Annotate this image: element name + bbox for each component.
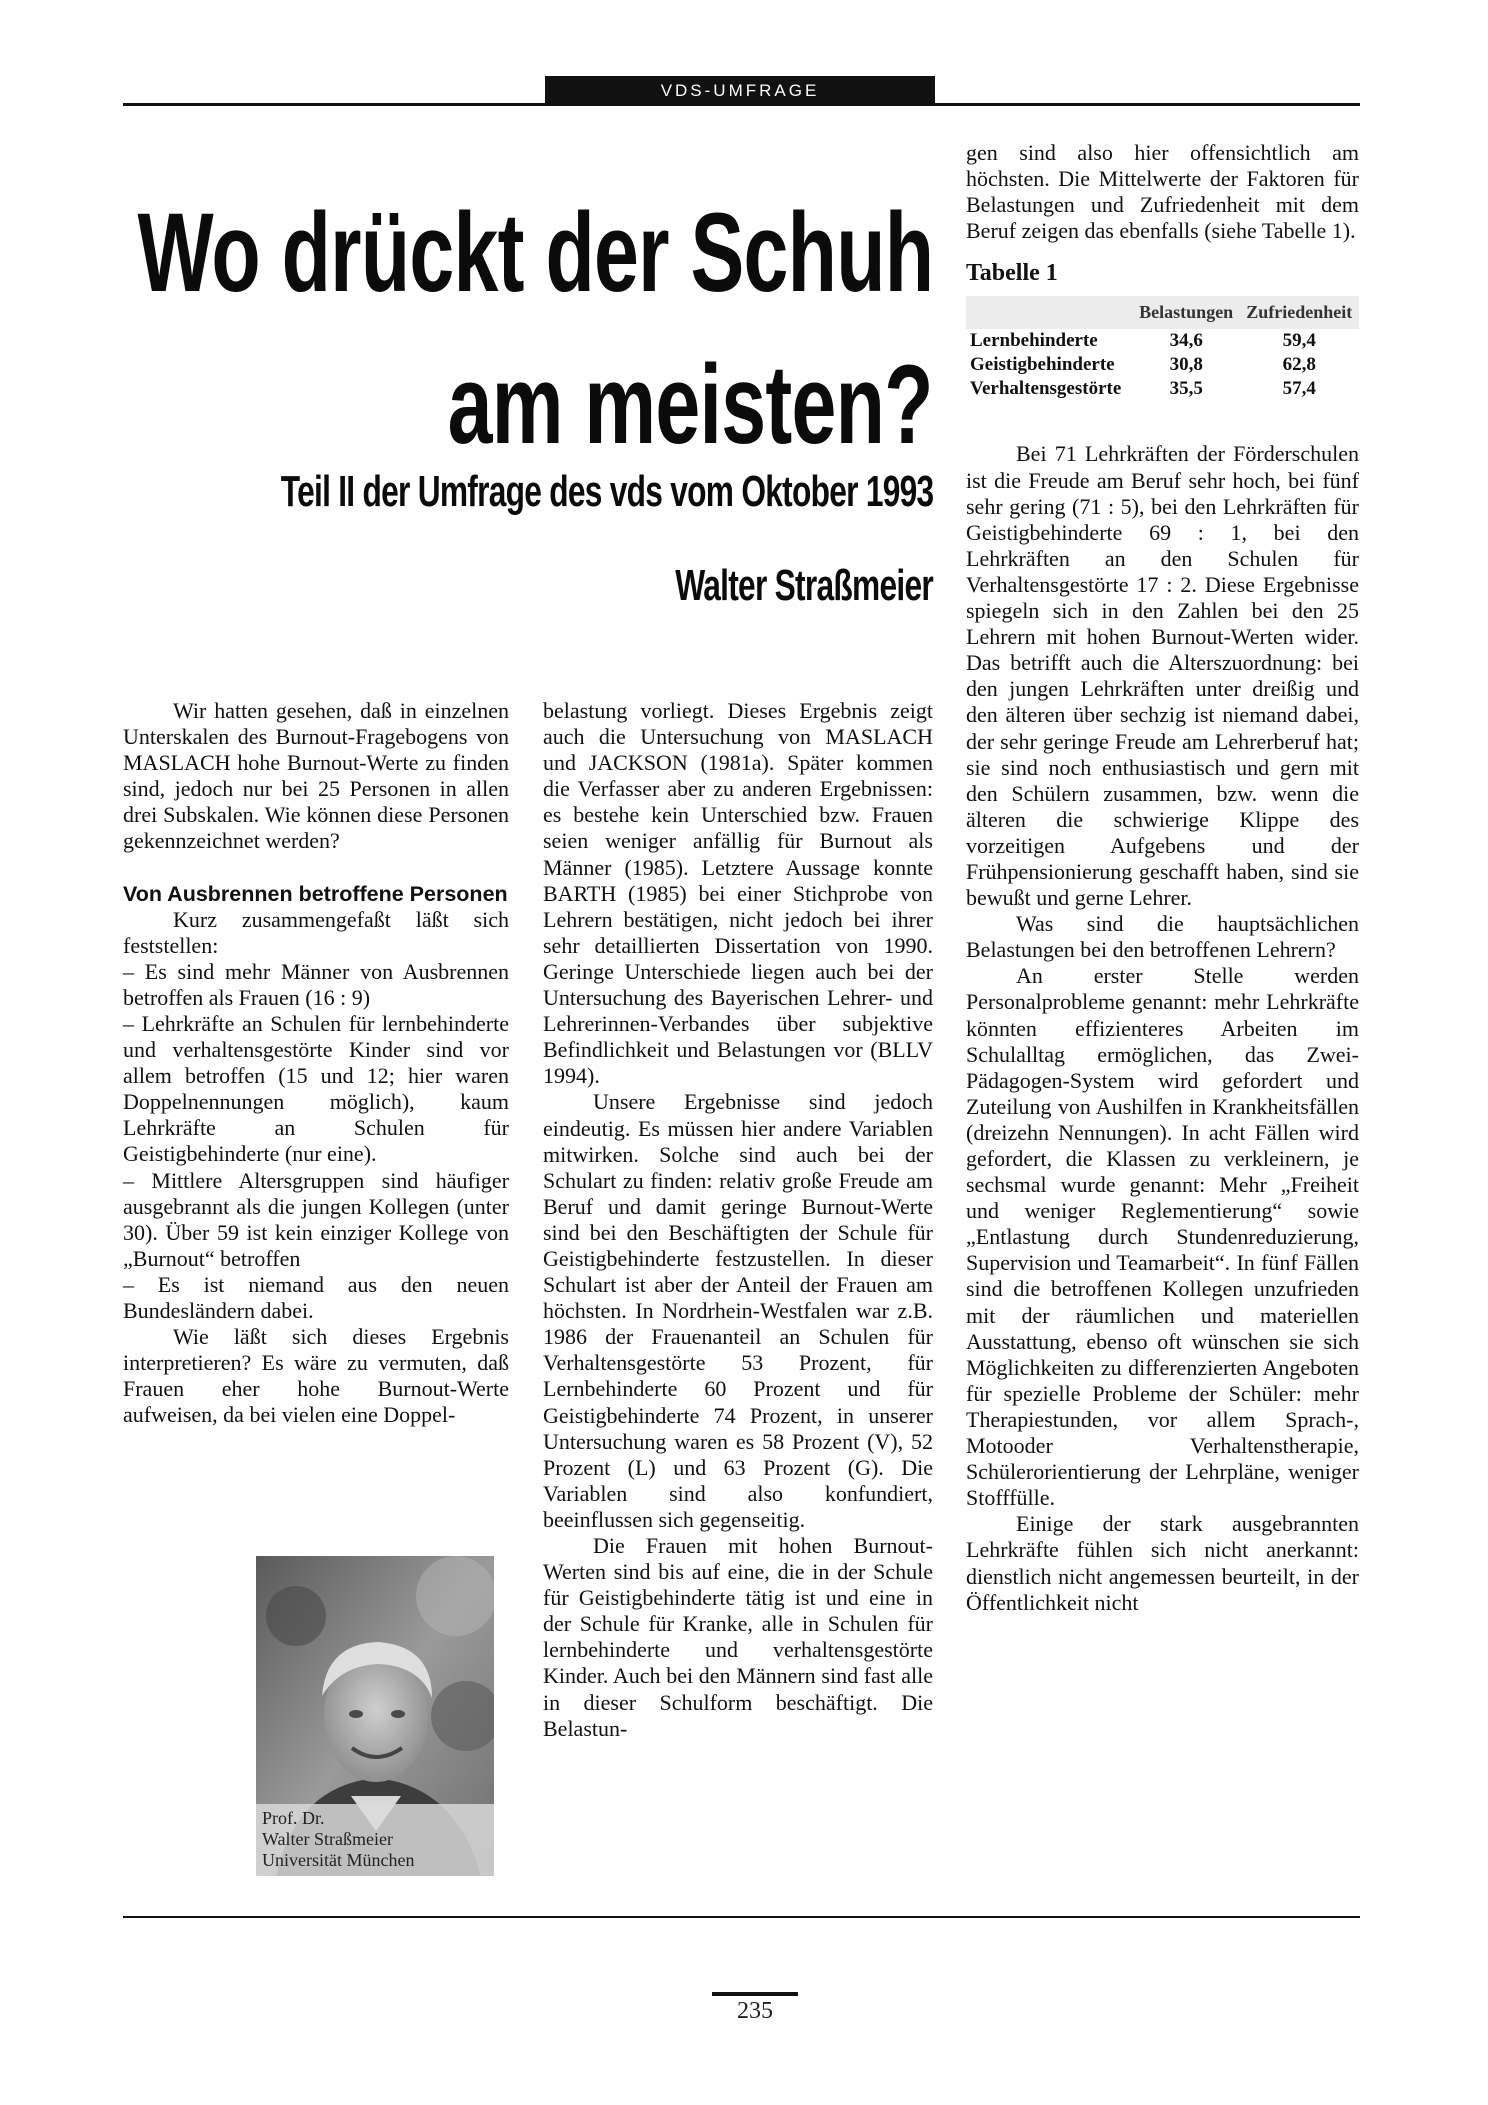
paragraph: Einige der stark ausgebrannten Lehrkräfte fühlen sich nicht anerkannt: dienstlich nicht angemessen beurteilt, in der Öffentlichkeit nicht — [966, 1511, 1359, 1615]
paragraph: Was sind die hauptsächlichen Belastungen bei den betroffenen Lehrern? — [966, 911, 1359, 963]
subtitle: Teil II der Umfrage des vds vom Oktober 1993 — [280, 467, 933, 516]
author-photo — [256, 1556, 494, 1876]
list-item: – Es ist niemand aus den neuen Bundesländern dabei. — [123, 1271, 509, 1323]
intro-paragraph: Wir hatten gesehen, daß in einzelnen Unterskalen des Burnout-Fragebogens von MASLACH hohe Burnout-Werte zu finden sind, jedoch nur bei 25 Personen in allen drei Subskalen. Wie können diese Personen gekennzeichnet werden? — [123, 698, 509, 854]
cell-belastungen: 34,6 — [1169, 330, 1203, 352]
page-number: 235 — [737, 1998, 773, 2024]
paragraph: Die Frauen mit hohen Burnout-Werten sind bis auf eine, die in der Schule für Geistigbehinderte tätig ist und eine in der Schule für Kranke, alle in Schulen für lernbehinderte und verhaltensgestörte Kinder. Auch bei den Männern sind fast alle in dieser Schulform beschäftigt. Die Belastun- — [543, 1533, 933, 1741]
cell-belastungen: 30,8 — [1169, 354, 1203, 376]
table-row — [966, 377, 1359, 401]
list-item: – Mittlere Altersgruppen sind häufiger ausgebrannt als die jungen Kollegen (unter 30). Über 59 ist kein einziger Kollege von „Burnout“ betroffen — [123, 1167, 509, 1271]
headline-line-1: Wo drückt der Schuh — [137, 190, 933, 315]
paragraph: Bei 71 Lehrkräften der Förderschulen ist die Freude am Beruf sehr hoch, bei fünf sehr gering (71 : 5), bei den Lehrkräften für Geistigbehinderte 69 : 1, bei den Lehrkräften an den Schulen für Verhaltensgestörte 17 : 2. Diese Ergebnisse spiegeln sich in den Zahlen bei den 25 Lehrern mit hohen Burnout-Werten wider. Das betrifft auch die Alterszuordnung: bei den jungen Lehrkräften unter dreißig und den älteren über sechzig ist niemand dabei, der sehr geringe Freude am Lehrerberuf hat; sie sind noch enthusiastisch und gern mit den Schülern zusammen, bzw. wenn die älteren die schwierige Klippe des vorzeitigen Aufgebens und der Frühpensionierung geschafft haben, sind sie bewußt und gerne Lehrer. — [966, 441, 1359, 911]
cell-zufriedenheit: 62,8 — [1282, 354, 1316, 376]
column-1 — [123, 698, 509, 1428]
column-3 — [966, 140, 1359, 1616]
author-name: Walter Straßmeier — [675, 561, 933, 610]
column-2 — [543, 698, 933, 1742]
footer-rule — [123, 1916, 1360, 1918]
data-table — [966, 296, 1359, 401]
list-item: – Lehrkräfte an Schulen für lernbehinderte und verhaltensgestörte Kinder sind vor allem betroffen (15 und 12; hier waren Doppelnennungen möglich), kaum Lehrkräfte an Schulen für Geistigbehinderte (nur eine). — [123, 1010, 509, 1167]
row-label: Lernbehinderte — [970, 330, 1098, 352]
caption-name: Walter Straßmeier — [262, 1829, 393, 1849]
cell-belastungen: 35,5 — [1169, 378, 1203, 400]
page-number-bar — [712, 1992, 798, 1996]
headline-line-2: am meisten? — [447, 342, 933, 467]
cell-zufriedenheit: 59,4 — [1282, 330, 1316, 352]
section-heading: Von Ausbrennen betroffene Personen — [123, 881, 508, 906]
list-item: – Es sind mehr Männer von Ausbrennen betroffen als Frauen (16 : 9) — [123, 958, 509, 1010]
paragraph: belastung vorliegt. Dieses Ergebnis zeigt auch die Untersuchung von MASLACH und JACKSON (1981a). Später kommen die Verfasser aber zu anderen Ergebnissen: es bestehe kein Unterschied bzw. Frauen seien weniger anfällig für Burnout als Männer (1985). Letztere Aussage konnte BARTH (1985) bei einer Stichprobe von Lehrern bestätigen, nicht jedoch bei ihrer sehr detaillierten Dissertation von 1990. Geringe Unterschiede liegen auch bei der Untersuchung des Bayerischen Lehrer- und Lehrerinnen-Verbandes über subjektive Befindlichkeit und Belastungen vor (BLLV 1994). — [543, 698, 933, 1089]
caption-affiliation: Universität München — [262, 1850, 415, 1870]
paragraph: An erster Stelle werden Personalprobleme genannt: mehr Lehrkräfte könnten effizienteres Arbeiten im Schulalltag ermöglichen, das Zwei-Pädagogen-System wird gefordert und Zuteilung von Aushilfen in Krankheitsfällen (dreizehn Nennungen). In acht Fällen wird gefordert, die Klassen zu verkleinern, je sechsmal wurde genannt: Mehr „Freiheit und weniger Reglementierung“ sowie „Entlastung durch Stundenreduzierung, Supervision und Teamarbeit“. In fünf Fällen sind die betroffenen Kollegen unzufrieden mit der räumlichen und materiellen Ausstattung, ebenso oft wünschen sie sich Möglichkeiten zu differenzierten Angeboten für spezielle Probleme der Schüler: mehr Therapiestunden, vor allem Sprach-, Motooder Verhaltenstherapie, Schülerorientierung der Lehrpläne, weniger Stofffülle. — [966, 963, 1359, 1511]
paragraph: gen sind also hier offensichtlich am höchsten. Die Mittelwerte der Faktoren für Belastungen und Zufriedenheit mit dem Beruf zeigen das ebenfalls (siehe Tabelle 1). — [966, 140, 1359, 244]
table-title: Tabelle 1 — [966, 260, 1058, 287]
caption-title: Prof. Dr. — [262, 1808, 325, 1828]
paragraph: Unsere Ergebnisse sind jedoch eindeutig. Es müssen hier andere Variablen mitwirken. Solche sind auch bei der Schulart zu finden: relativ große Freude am Beruf und damit geringe Burnout-Werte sind bei den Beschäftigten der Schule für Geistigbehinderte festzustellen. In dieser Schulart ist aber der Anteil der Frauen am höchsten. In Nordrhein-Westfalen war z.B. 1986 der Frauenanteil an Schulen für Verhaltensgestörte 53 Prozent, für Lernbehinderte 60 Prozent und für Geistigbehinderte 74 Prozent, in unserer Untersuchung waren es 58 Prozent (V), 52 Prozent (L) und 63 Prozent (G). Die Variablen sind also konfundiert, beeinflussen sich gegenseitig. — [543, 1089, 933, 1532]
table-corner — [966, 296, 1133, 329]
section-label: VDS-UMFRAGE — [545, 76, 935, 106]
photo-caption — [256, 1804, 494, 1876]
row-label: Verhaltensgestörte — [970, 378, 1122, 400]
table-row — [966, 353, 1359, 377]
row-label: Geistigbehinderte — [970, 354, 1115, 376]
table-header-zufriedenheit: Zufriedenheit — [1240, 296, 1359, 329]
summary-paragraph: Kurz zusammengefaßt läßt sich feststellen: — [123, 906, 509, 958]
table-row — [966, 329, 1359, 353]
interpret-paragraph: Wie läßt sich dieses Ergebnis interpretieren? Es wäre zu vermuten, daß Frauen eher hohe Burnout-Werte aufweisen, da bei vielen eine Doppel- — [123, 1324, 509, 1428]
table-header-belastungen: Belastungen — [1133, 296, 1240, 329]
cell-zufriedenheit: 57,4 — [1282, 378, 1316, 400]
